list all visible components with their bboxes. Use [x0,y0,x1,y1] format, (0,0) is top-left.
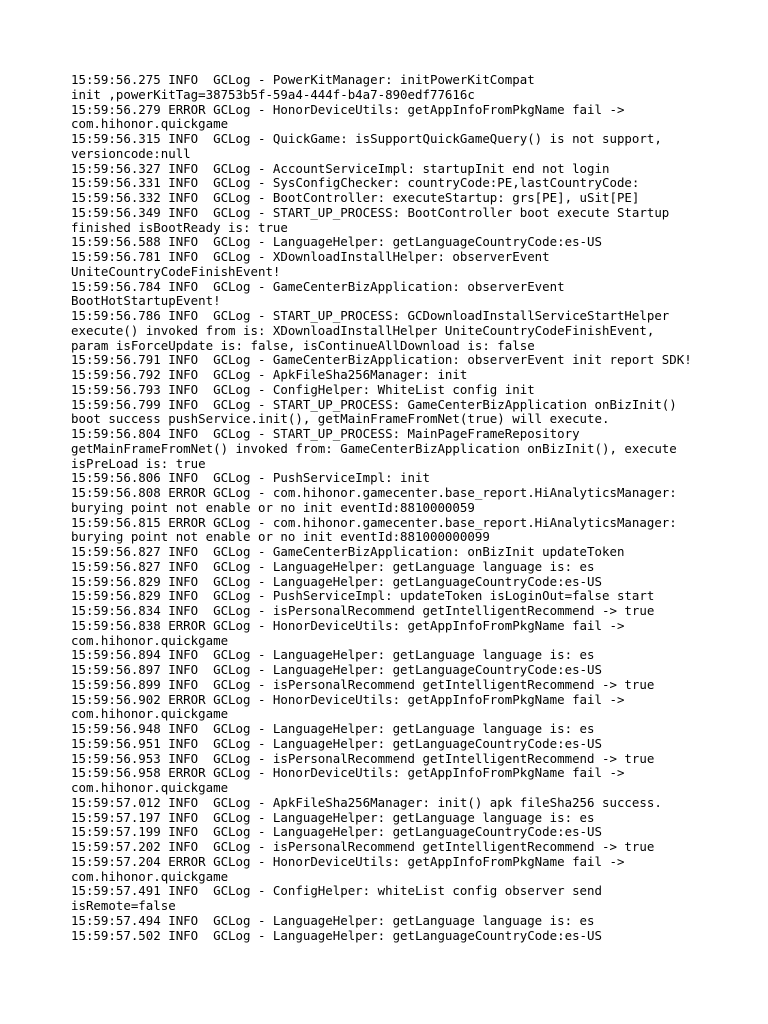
log-line: 15:59:56.838 ERROR GCLog - HonorDeviceUtils: getAppInfoFromPkgName fail -> [71,617,625,633]
log-line: com.hihonor.quickgame [71,632,229,648]
log-line: 15:59:56.829 INFO GCLog - LanguageHelper: getLanguageCountryCode:es-US [71,573,602,589]
log-line: 15:59:56.894 INFO GCLog - LanguageHelper: getLanguage language is: es [71,647,595,663]
log-line: 15:59:56.808 ERROR GCLog - com.hihonor.gamecenter.base_report.HiAnalyticsManager: [71,485,677,500]
log-line: 15:59:56.275 INFO GCLog - PowerKitManager: initPowerKitCompat [71,72,535,87]
log-line: 15:59:56.315 INFO GCLog - QuickGame: isSupportQuickGameQuery() is not support, [71,131,662,146]
log-line: 15:59:57.494 INFO GCLog - LanguageHelper: getLanguage language is: es [71,912,595,928]
log-line: 15:59:56.902 ERROR GCLog - HonorDeviceUtils: getAppInfoFromPkgName fail -> [71,691,625,707]
log-line: BootHotStartupEvent! [71,293,221,309]
log-line: boot success pushService.init(), getMainFrameFromNet(true) will execute. [71,411,610,427]
log-line: 15:59:56.332 INFO GCLog - BootController: executeStartup: grs[PE], uSit[PE] [71,190,640,205]
log-line: finished isBootReady is: true [71,219,288,235]
log-line: burying point not enable or no init eventId:8810000059 [71,499,475,515]
log-line: 15:59:56.834 INFO GCLog - isPersonalRecommend getIntelligentRecommend -> true [71,603,655,618]
log-line: 15:59:56.815 ERROR GCLog - com.hihonor.gamecenter.base_report.HiAnalyticsManager: [71,514,677,530]
log-line: param isForceUpdate is: false, isContinueAllDownload is: false [71,337,535,353]
log-line: com.hihonor.quickgame [71,868,229,884]
log-line: 15:59:56.588 INFO GCLog - LanguageHelper: getLanguageCountryCode:es-US [71,234,602,250]
log-line: 15:59:57.197 INFO GCLog - LanguageHelper: getLanguage language is: es [71,809,595,825]
log-line: com.hihonor.quickgame [71,780,229,795]
log-line: 15:59:56.829 INFO GCLog - PushServiceImpl: updateToken isLoginOut=false start [71,588,655,604]
log-line: versioncode:null [71,145,191,161]
log-line: 15:59:56.948 INFO GCLog - LanguageHelper: getLanguage language is: es [71,721,595,736]
log-line: 15:59:56.827 INFO GCLog - LanguageHelper: getLanguage language is: es [71,558,595,574]
log-line: init ,powerKitTag=38753b5f-59a4-444f-b4a7-890edf77616c [71,86,475,102]
log-line: isRemote=false [71,898,176,913]
log-line: 15:59:56.799 INFO GCLog - START_UP_PROCESS: GameCenterBizApplication onBizInit() [71,396,677,412]
log-line: UniteCountryCodeFinishEvent! [71,263,281,279]
log-line: 15:59:57.502 INFO GCLog - LanguageHelper: getLanguageCountryCode:es-US [71,927,602,943]
log-line: 15:59:57.491 INFO GCLog - ConfigHelper: whiteList config observer send [71,883,602,899]
log-line: 15:59:56.349 INFO GCLog - START_UP_PROCESS: BootController boot execute Startup [71,204,670,220]
log-line: 15:59:56.953 INFO GCLog - isPersonalRecommend getIntelligentRecommend -> true [71,750,655,766]
log-line: 15:59:56.327 INFO GCLog - AccountServiceImpl: startupInit end not login [71,160,610,176]
log-line: 15:59:56.899 INFO GCLog - isPersonalRecommend getIntelligentRecommend -> true [71,676,655,692]
log-line: 15:59:57.012 INFO GCLog - ApkFileSha256Manager: init() apk fileSha256 success. [71,794,662,810]
log-line: execute() invoked from is: XDownloadInstallHelper UniteCountryCodeFinishEvent, [71,322,655,338]
log-line: 15:59:56.951 INFO GCLog - LanguageHelper: getLanguageCountryCode:es-US [71,735,602,751]
log-line: 15:59:56.791 INFO GCLog - GameCenterBizApplication: observerEvent init report SDK! [71,352,692,368]
log-line: 15:59:56.827 INFO GCLog - GameCenterBizApplication: onBizInit updateToken [71,544,625,559]
log-line: isPreLoad is: true [71,455,206,471]
log-line: 15:59:56.781 INFO GCLog - XDownloadInstallHelper: observerEvent [71,249,550,264]
log-line: com.hihonor.quickgame [71,116,229,132]
log-line: 15:59:57.199 INFO GCLog - LanguageHelper: getLanguageCountryCode:es-US [71,824,602,840]
log-line: 15:59:56.786 INFO GCLog - START_UP_PROCESS: GCDownloadInstallServiceStartHelper [71,308,670,323]
log-line: 15:59:56.784 INFO GCLog - GameCenterBizApplication: observerEvent [71,278,565,294]
log-line: 15:59:56.792 INFO GCLog - ApkFileSha256Manager: init [71,367,468,382]
log-line: 15:59:56.958 ERROR GCLog - HonorDeviceUtils: getAppInfoFromPkgName fail -> [71,765,625,781]
log-line: 15:59:56.331 INFO GCLog - SysConfigChecker: countryCode:PE,lastCountryCode: [71,175,640,191]
log-line: com.hihonor.quickgame [71,706,229,722]
log-line: burying point not enable or no init eventId:881000000099 [71,529,490,545]
log-text-block [71,73,768,943]
log-line: 15:59:56.806 INFO GCLog - PushServiceImpl: init [71,470,430,486]
log-line: 15:59:56.897 INFO GCLog - LanguageHelper: getLanguageCountryCode:es-US [71,662,602,677]
log-line: 15:59:56.793 INFO GCLog - ConfigHelper: WhiteList config init [71,381,535,397]
log-line: 15:59:57.202 INFO GCLog - isPersonalRecommend getIntelligentRecommend -> true [71,839,655,854]
log-line: 15:59:57.204 ERROR GCLog - HonorDeviceUtils: getAppInfoFromPkgName fail -> [71,853,625,869]
log-line: 15:59:56.279 ERROR GCLog - HonorDeviceUtils: getAppInfoFromPkgName fail -> [71,101,625,117]
log-line: getMainFrameFromNet() invoked from: GameCenterBizApplication onBizInit(), execute [71,440,677,456]
log-line: 15:59:56.804 INFO GCLog - START_UP_PROCESS: MainPageFrameRepository [71,426,580,441]
